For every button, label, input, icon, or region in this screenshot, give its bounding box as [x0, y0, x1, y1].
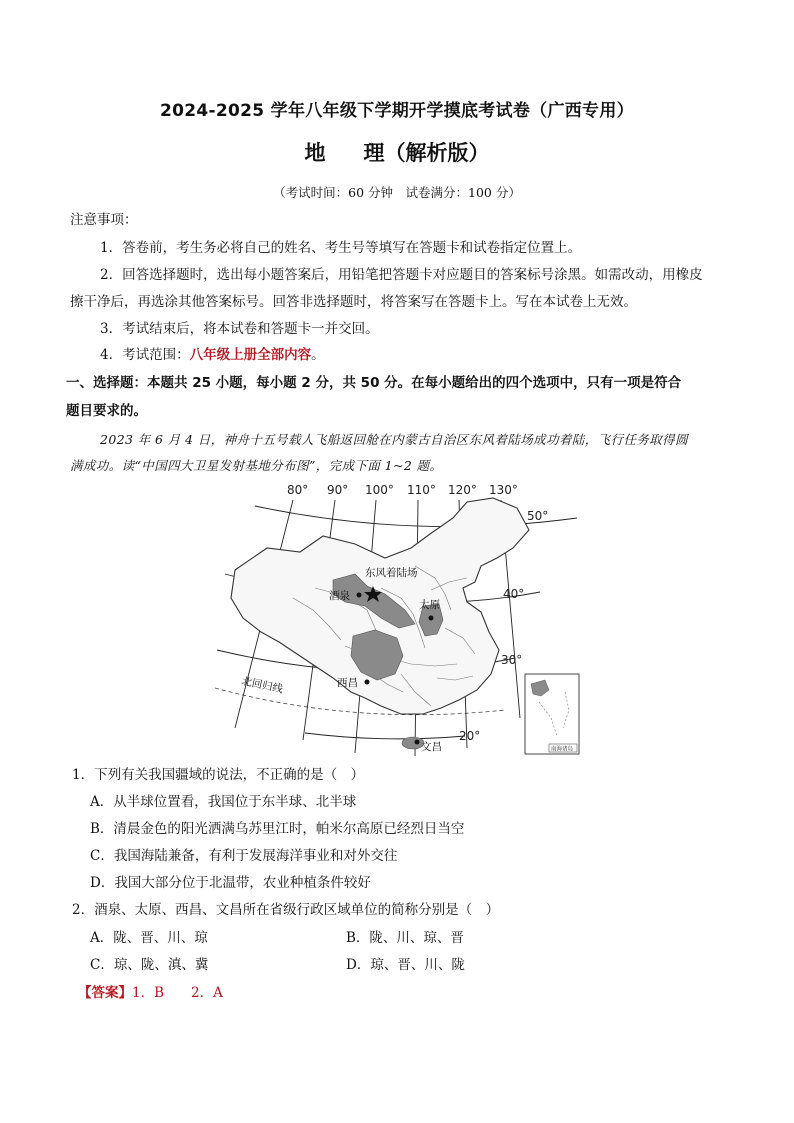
longitude-label-80: 80°: [287, 483, 309, 497]
exam-title: 2024-2025 学年八年级下学期开学摸底考试卷（广西专用）: [160, 101, 634, 121]
satellite-base-map: [205, 478, 595, 760]
q2-option-a: A．陇、晋、川、琼: [90, 930, 208, 946]
answer-label: 【答案】: [78, 985, 132, 1001]
jiuquan-label: 酒泉: [329, 590, 350, 602]
q1-option-a: A．从半球位置看，我国位于东半球、北半球: [90, 794, 357, 810]
south-china-sea-inset: [525, 674, 579, 754]
section1-heading-line2: 题目要求的。: [66, 403, 147, 419]
story-line2: 满成功。读“中国四大卫星发射基地分布图”，完成下面 1~2 题。: [70, 458, 443, 473]
q1-option-d: D．我国大部分位于北温带，农业种植条件较好: [90, 875, 371, 891]
answer-text: 1．B 2．A: [132, 985, 223, 1001]
latitude-label-30: 30°: [501, 653, 523, 667]
latitude-label-50: 50°: [527, 509, 549, 523]
jiuquan-marker: [357, 593, 362, 598]
note-item-4-suffix: 。: [311, 347, 325, 363]
longitude-label-110: 110°: [407, 483, 436, 497]
subject-part-b: 理（解析版）: [363, 141, 490, 165]
q2-option-b: B．陇、川、琼、晋: [346, 930, 464, 946]
xichang-marker: [365, 680, 370, 685]
longitude-label-100: 100°: [365, 483, 394, 497]
inset-label: 南海诸岛: [551, 746, 574, 753]
longitude-label-120: 120°: [448, 483, 477, 497]
section1-heading-line1: 一、选择题：本题共 25 小题，每小题 2 分，共 50 分。在每小题给出的四个选项中，只有一项是符合: [66, 375, 682, 391]
answer-line: [78, 983, 223, 1003]
q2-stem: 2．酒泉、太原、西昌、文昌所在省级行政区域单位的简称分别是（ ）: [72, 902, 500, 918]
note-item-4-prefix: 4．考试范围：: [100, 347, 190, 363]
map-svg: [205, 478, 595, 760]
xichang-label: 西昌: [337, 677, 358, 689]
story-line1: 2023 年 6 月 4 日，神舟十五号载人飞船返回舱在内蒙古自治区东风着陆场成功着陆，飞行任务取得圆: [100, 432, 688, 447]
longitude-label-130: 130°: [489, 483, 518, 497]
taiyuan-marker: [429, 616, 434, 621]
note-item-3: 3．考试结束后，将本试卷和答题卡一并交回。: [100, 321, 379, 337]
note-item-2-line2: 擦干净后，再选涂其他答案标号。回答非选择题时，将答案写在答题卡上。写在本试卷上无效。: [70, 294, 637, 310]
q2-option-d: D．琼、晋、川、陇: [346, 957, 465, 973]
latitude-label-20: 20°: [459, 729, 481, 743]
note-item-2-line1: 2．回答选择题时，选出每小题答案后，用铅笔把答题卡对应题目的答案标号涂黑。如需改动，用橡皮: [100, 267, 703, 283]
tropic-of-cancer-label: 北回归线: [240, 675, 284, 696]
wenchang-marker: [415, 740, 420, 745]
q1-option-c: C．我国海陆兼备，有利于发展海洋事业和对外交往: [90, 848, 398, 864]
latitude-line-20: [305, 733, 465, 739]
note-item-4: [100, 345, 325, 365]
q1-stem: 1．下列有关我国疆域的说法，不正确的是（ ）: [72, 767, 365, 783]
latitude-label-40: 40°: [503, 587, 525, 601]
q2-option-c: C．琼、陇、滇、冀: [90, 957, 209, 973]
note-item-1: 1．答卷前，考生务必将自己的姓名、考生号等填写在答题卡和试卷指定位置上。: [100, 240, 582, 256]
q1-option-b: B．清晨金色的阳光洒满乌苏里江时，帕米尔高原已经烈日当空: [90, 821, 465, 837]
wenchang-label: 文昌: [421, 741, 442, 753]
taiyuan-label: 太原: [419, 599, 440, 611]
subject-part-a: 地: [304, 141, 326, 165]
landing-site-label: 东风着陆场: [365, 567, 418, 579]
exam-info: （考试时间：60 分钟 试卷满分：100 分）: [273, 185, 521, 200]
exam-scope: 八年级上册全部内容: [189, 347, 312, 363]
notes-heading: 注意事项：: [70, 212, 138, 228]
subject-title: [0, 137, 794, 167]
longitude-label-90: 90°: [327, 483, 349, 497]
